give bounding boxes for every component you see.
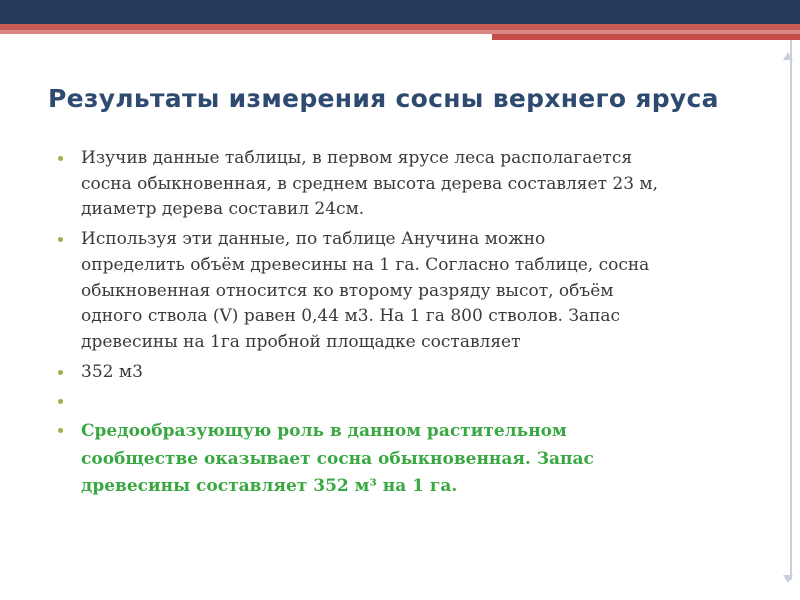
text-line: диаметр дерева составил 24см.	[81, 199, 365, 220]
text-line: сообществе оказывает сосна обыкновенная. Запас	[81, 448, 594, 469]
text-line: Изучив данные таблицы, в первом ярусе леса располагается	[81, 148, 633, 168]
text-line: 352 м3	[81, 361, 143, 382]
bullet-dot-icon	[58, 156, 63, 161]
right-decorative-line	[790, 40, 792, 580]
slide-content	[58, 146, 738, 505]
bullet-item-conclusion	[58, 418, 738, 501]
bullet-item-empty	[58, 389, 738, 414]
text-line: Средообразующую роль в данном растительном	[81, 421, 567, 442]
bullet-dot-icon	[58, 428, 63, 433]
bullet-dot-icon	[58, 399, 63, 404]
header-band-red-accent	[492, 34, 800, 40]
down-triangle-icon	[783, 575, 793, 583]
text-line: одного ствола (V) равен 0,44 м3. На 1 га 800 стволов. Запас	[81, 306, 621, 327]
bullet-item-volume	[58, 227, 738, 356]
text-line: древесины на 1га пробной площадке составляет	[81, 331, 521, 352]
bullet-dot-icon	[58, 370, 63, 375]
bullet-dot-icon	[58, 237, 63, 242]
header-band-navy	[0, 0, 800, 24]
text-line: древесины составляет 352 м³ на 1 га.	[81, 476, 458, 497]
up-triangle-icon	[783, 52, 793, 60]
text-line: Используя эти данные, по таблице Анучина можно	[81, 229, 546, 250]
text-line: определить объём древесины на 1 га. Согласно таблице, сосна	[81, 254, 650, 275]
text-line: сосна обыкновенная, в среднем высота дерева составляет 23 м,	[81, 173, 659, 194]
bullet-item-stock-value	[58, 360, 738, 386]
text-line: обыкновенная относится ко второму разряду высот, объём	[81, 280, 614, 301]
slide-title: Результаты измерения сосны верхнего яруса	[48, 84, 719, 113]
bullet-item-measurements	[58, 146, 738, 223]
